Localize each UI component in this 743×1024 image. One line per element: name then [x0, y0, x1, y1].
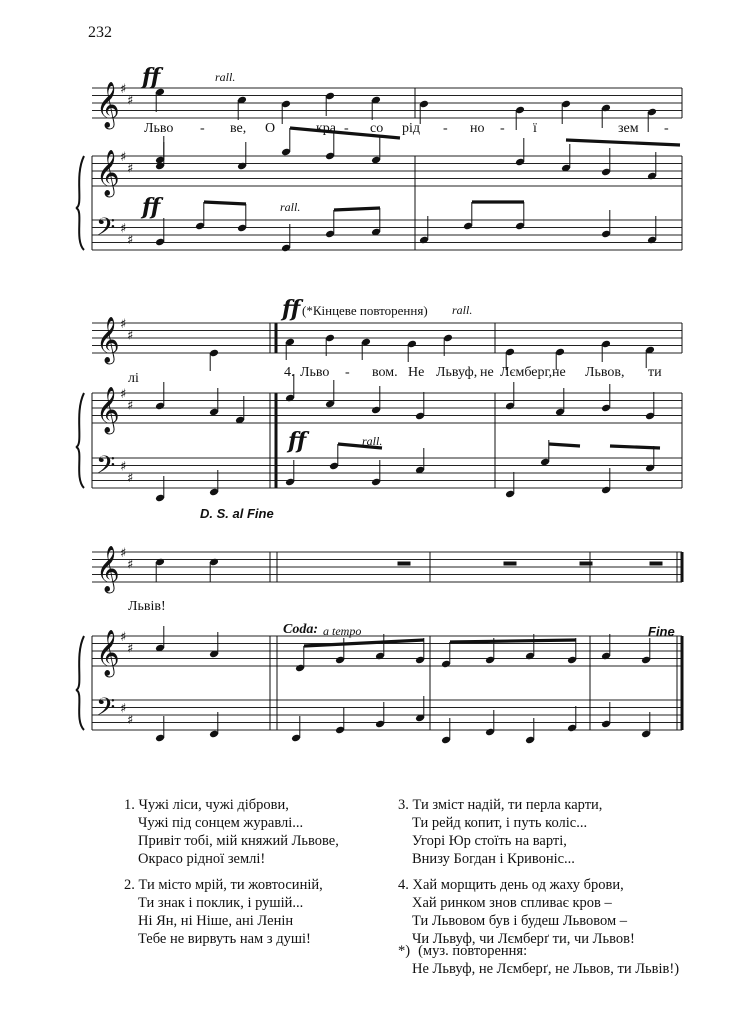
lyric-syllable: со [370, 121, 384, 136]
svg-text:𝄢: 𝄢 [96, 213, 116, 248]
svg-text:♯: ♯ [120, 701, 127, 717]
svg-text:♯: ♯ [120, 546, 127, 561]
footnote-mark: *) [398, 943, 411, 959]
lyric-syllable: О [265, 121, 276, 136]
verse-1: 1. Чужі ліси, чужі діброви, Чужі під сонцем журавлі... Привіт тобі, мій княжий Львове, Окрасо рідної землі! [124, 797, 339, 867]
coda-label: Coda: [283, 622, 318, 637]
rall-voice-2: rall. [452, 303, 473, 317]
lyric-syllable: Львуф, [436, 365, 478, 380]
lyric-syllable: - [293, 121, 298, 136]
dynamic-ff-piano-2: ff [288, 428, 307, 454]
svg-text:♯: ♯ [120, 221, 127, 237]
lyric-syllable: кра [316, 121, 337, 136]
a-tempo-label: a tempo [323, 624, 362, 638]
repeat-note: (*Кінцеве повторення) [302, 303, 428, 318]
lyric-syllable: - [500, 121, 505, 136]
rall-piano-1: rall. [280, 200, 301, 214]
lyric-syllable: ї [533, 121, 537, 136]
svg-text:♯: ♯ [127, 712, 134, 728]
staff-lines [92, 88, 682, 730]
svg-text:♯: ♯ [127, 557, 134, 573]
verse-2: 2. Ти місто мрій, ти жовтосиній, Ти знак і поклик, і рушій... Ні Ян, ні Ніше, ані Ленін Тебе не вирвуть нам з душі! [124, 877, 323, 947]
lyric-syllable: ве, [230, 121, 247, 136]
svg-text:♯: ♯ [127, 161, 134, 177]
fine-label: Fine [648, 624, 675, 639]
dynamic-ff-voice-2: ff [282, 296, 301, 322]
barlines [92, 88, 682, 730]
dynamic-ff-piano-1: ff [142, 194, 161, 220]
rall-voice-1: rall. [215, 70, 236, 84]
svg-text:♯: ♯ [127, 398, 134, 414]
dynamic-ff-voice-1: ff [142, 64, 161, 90]
lyric-syllable: но [470, 121, 485, 136]
svg-text:𝄞: 𝄞 [96, 630, 120, 676]
svg-text:♯: ♯ [120, 150, 127, 165]
svg-text:♯: ♯ [127, 641, 134, 657]
svg-text:♯: ♯ [127, 328, 134, 344]
svg-text:♯: ♯ [127, 470, 134, 486]
lyric-syllable: - [345, 365, 350, 380]
lyric-syllable: Лємберг, [500, 365, 553, 380]
svg-text:♯: ♯ [120, 630, 127, 645]
svg-text:𝄞: 𝄞 [96, 546, 120, 592]
lyric-syllable: ти [648, 365, 662, 380]
svg-text:𝄞: 𝄞 [96, 387, 120, 433]
lyric-syllable: не [480, 365, 494, 380]
lyric-syllable: - [664, 121, 669, 136]
svg-text:𝄞: 𝄞 [96, 317, 120, 363]
lyric-syllable: рід [402, 121, 421, 136]
svg-text:♯: ♯ [127, 232, 134, 248]
svg-text:𝄢: 𝄢 [96, 693, 116, 728]
lyric-syllable: зем [618, 121, 639, 136]
verse-4: 4. Хай морщить день од жаху брови, Хай ринком знов спливає кров – Ти Львовом був і будеш Львовом – Чи Львуф, чи Лємберґ ти, чи Львов! [398, 877, 635, 947]
footnote: *) (муз. повторення: Не Львуф, не Лємберґ, не Львов, ти Львів!) [398, 943, 680, 977]
lyric-syllable: - [344, 121, 349, 136]
lyric-li: лі [128, 371, 139, 386]
lyric-syllable: - [443, 121, 448, 136]
svg-text:♯: ♯ [120, 387, 127, 402]
lyric-syllable: Львов, [585, 365, 625, 380]
lyric-syllable: Не [408, 365, 425, 380]
svg-text:𝄢: 𝄢 [96, 451, 116, 486]
svg-text:♯: ♯ [120, 317, 127, 332]
svg-text:♯: ♯ [120, 82, 127, 97]
rall-piano-2: rall. [362, 434, 383, 448]
lyric-syllable: вом. [372, 365, 398, 380]
lyric-lviv: Львів! [128, 599, 166, 614]
svg-text:𝄞: 𝄞 [96, 150, 120, 196]
verse-3: 3. Ти зміст надій, ти перла карти, Ти рейд копит, і путь коліс... Угорі Юр стоїть на варті, Внизу Богдан і Кривоніс... [398, 797, 603, 867]
ds-al-fine: D. S. al Fine [200, 506, 274, 521]
lyric-syllable: Льво [300, 365, 330, 380]
piano-braces [76, 156, 84, 730]
svg-text:𝄞: 𝄞 [96, 82, 120, 128]
lyric-syllable: Льво [144, 121, 174, 136]
lyric-syllable: - [200, 121, 205, 136]
svg-text:♯: ♯ [127, 93, 134, 109]
verse-number-4: 4. [284, 365, 295, 380]
page-number: 232 [88, 24, 112, 41]
lyric-syllable: не [552, 365, 566, 380]
svg-text:♯: ♯ [120, 459, 127, 475]
